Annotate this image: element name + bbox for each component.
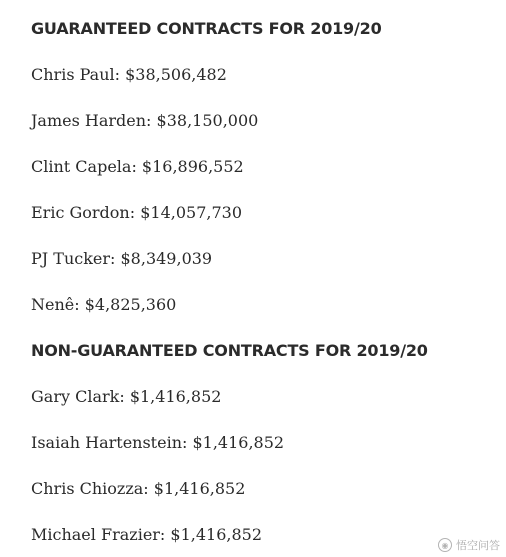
- contract-item: James Harden: $38,150,000: [31, 111, 259, 130]
- watermark-text: 悟空问答: [456, 539, 500, 552]
- section-heading-non-guaranteed: NON-GUARANTEED CONTRACTS FOR 2019/20: [31, 341, 428, 360]
- contract-item: Gary Clark: $1,416,852: [31, 387, 222, 406]
- section-heading-guaranteed: GUARANTEED CONTRACTS FOR 2019/20: [31, 19, 382, 38]
- contract-item: Chris Paul: $38,506,482: [31, 65, 227, 84]
- contract-item: Michael Frazier: $1,416,852: [31, 525, 263, 544]
- contract-item: Chris Chiozza: $1,416,852: [31, 479, 246, 498]
- contract-item: Clint Capela: $16,896,552: [31, 157, 244, 176]
- contract-item: Eric Gordon: $14,057,730: [31, 203, 242, 222]
- contract-item: Isaiah Hartenstein: $1,416,852: [31, 433, 285, 452]
- contract-item: PJ Tucker: $8,349,039: [31, 249, 213, 268]
- circle-logo-icon: ◉: [438, 538, 452, 552]
- contract-item: Nenê: $4,825,360: [31, 295, 177, 314]
- watermark: [438, 537, 500, 553]
